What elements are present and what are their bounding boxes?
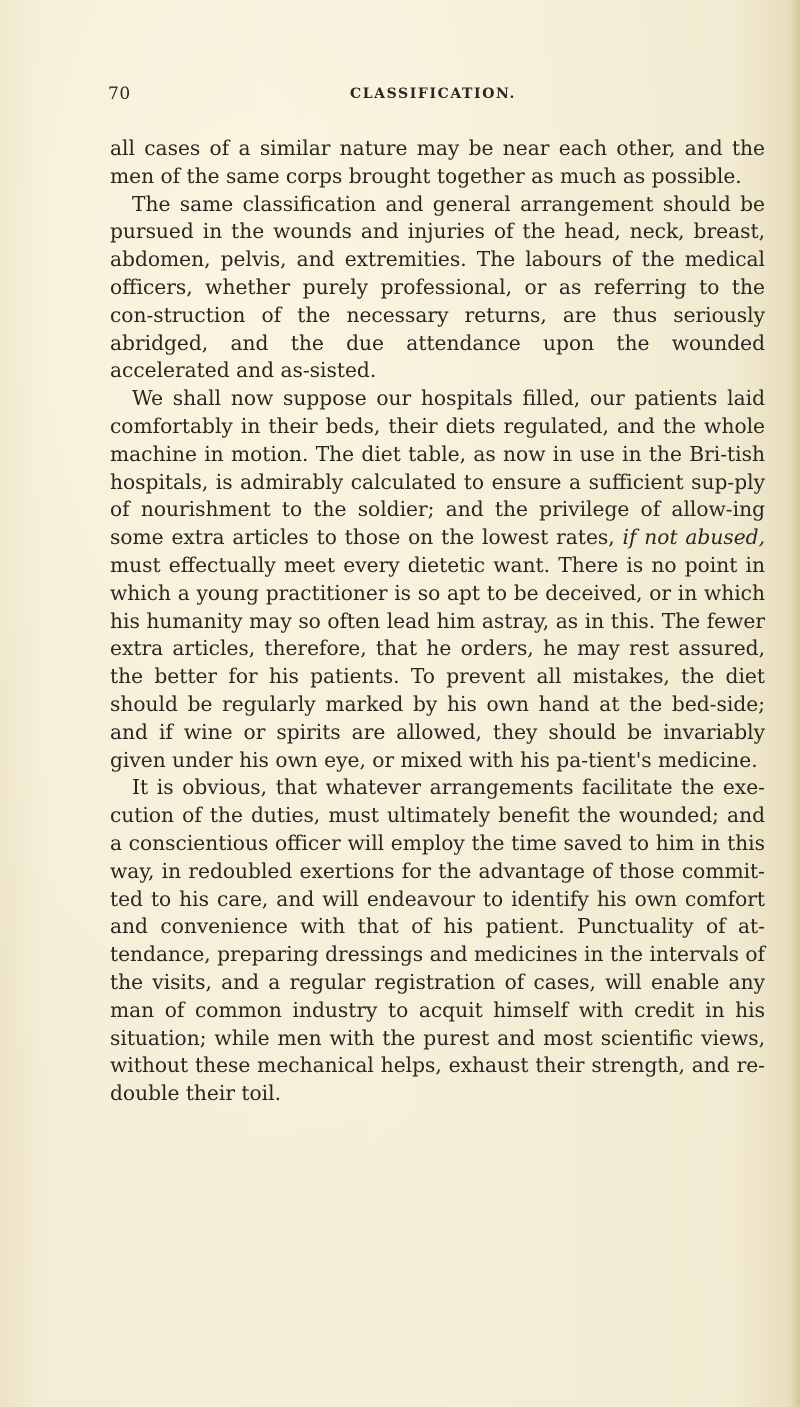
- body-text: [110, 135, 765, 1108]
- paragraph-3-text-before: We shall now suppose our hospitals filled, our patients laid comfortably in their beds, their diets regulated, and the whole machine in motion. The diet table, as now in use in the Bri-tish hospitals, is admirably calculated to ensure a sufficient sup-ply of nourishment to the soldier; and the privilege of allow-ing some extra articles to those on the lowest rates,: [110, 386, 765, 550]
- paragraph-3-italic-phrase: if not abused,: [622, 525, 765, 550]
- paragraph-2: The same classification and general arrangement should be pursued in the wounds and injuries of the head, neck, breast, abdomen, pelvis, and extremities. The labours of the medical officers, whether purely professional, or as referring to the con-struction of the necessary returns, are thus seriously abridged, and the due attendance upon the wounded accelerated and as-sisted.: [110, 191, 765, 383]
- page-edge-shadow: [790, 0, 800, 1407]
- paragraph-4: It is obvious, that whatever arrangements facilitate the exe-cution of the duties, must ultimately benefit the wounded; and a conscientious officer will employ the time saved to him in this way, in redoubled exertions for the advantage of those commit-ted to his care, and will endeavour to identify his own comfort and convenience with that of his patient. Punctuality of at-tendance, preparing dressings and medicines in the intervals of the visits, and a regular registration of cases, will enable any man of common industry to acquit himself with credit in his situation; while men with the purest and most scientific views, without these mechanical helps, exhaust their strength, and re-double their toil.: [110, 775, 765, 1106]
- page-number: 70: [108, 84, 131, 104]
- page-header: [108, 84, 763, 108]
- paragraph-1: all cases of a similar nature may be near each other, and the men of the same corps brought together as much as possible.: [110, 136, 765, 188]
- running-head: CLASSIFICATION.: [350, 86, 516, 102]
- paragraph-3: [110, 385, 765, 774]
- paragraph-3-text-after: must effectually meet every dietetic want. There is no point in which a young practitioner is so apt to be deceived, or in which his humanity may so often lead him astray, as in this. The fewer extra articles, therefore, that he orders, he may rest assured, the better for his patients. To prevent all mistakes, the diet should be regularly marked by his own hand at the bed-side; and if wine or spirits are allowed, they should be invariably given under his own eye, or mixed with his pa-tient's medicine.: [110, 552, 765, 772]
